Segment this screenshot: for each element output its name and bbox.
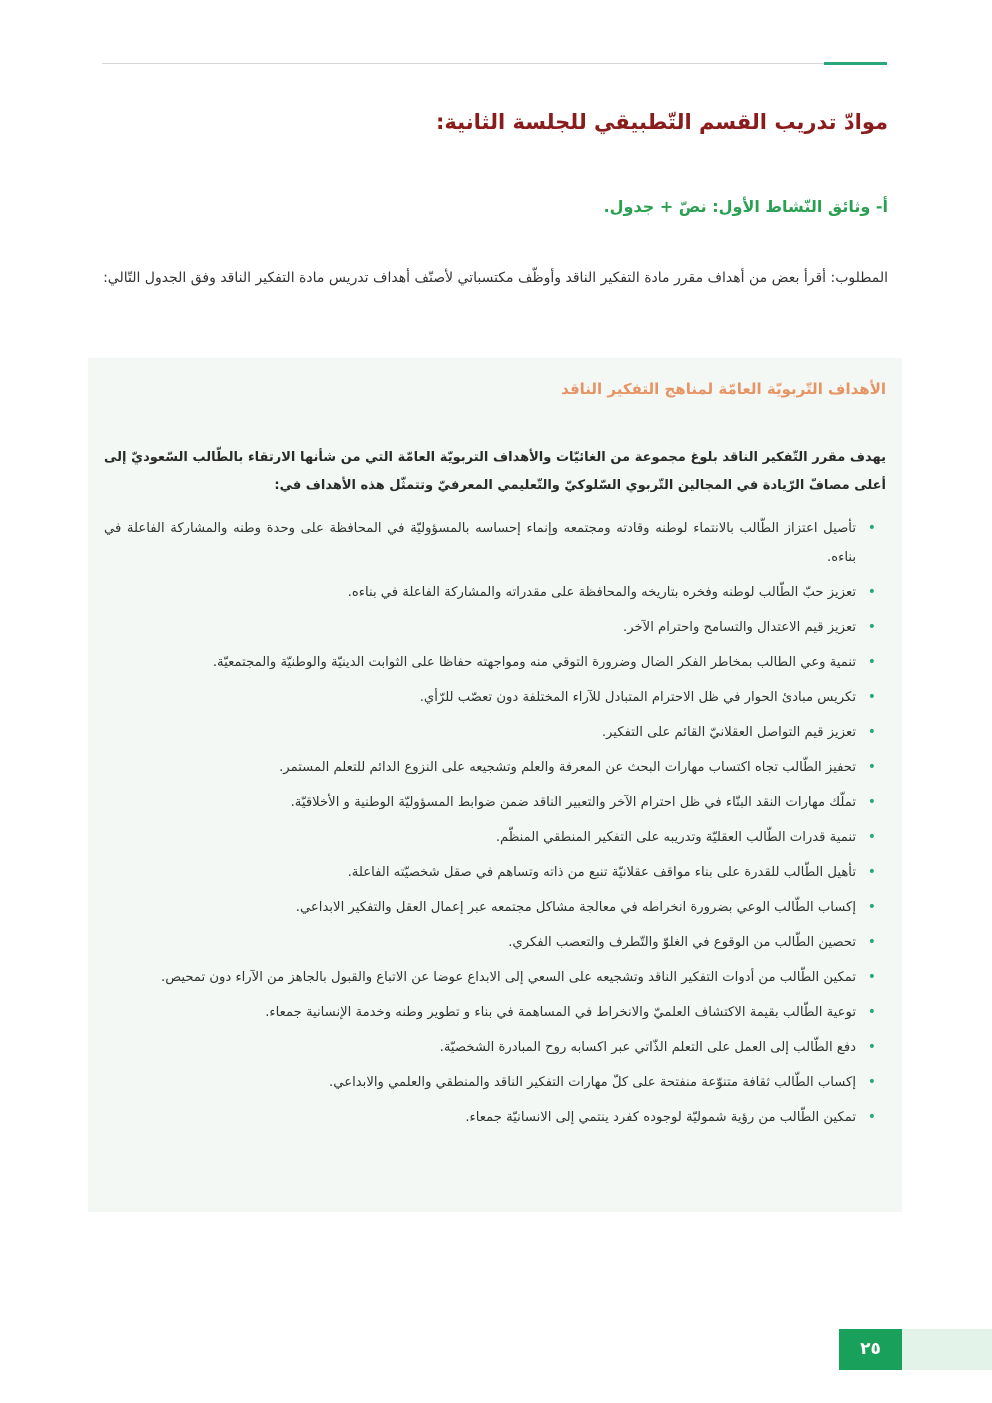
bullet-icon: • — [867, 934, 876, 950]
bullet-icon: • — [867, 520, 876, 536]
goal-text: تنمية قدرات الطّالب العقليّة وتدريبه على التفكير المنطقي المنظّم. — [495, 830, 856, 845]
goal-item — [104, 858, 886, 887]
goal-item — [104, 683, 886, 712]
top-divider-accent — [824, 62, 887, 65]
goal-text: توعية الطّالب بقيمة الاكتشاف العلميّ والانخراط في المساهمة في بناء و تطوير وطنه وخدمة الإنسانية جمعاء. — [265, 1005, 856, 1020]
bullet-icon: • — [867, 724, 876, 740]
bullet-icon: • — [867, 619, 876, 635]
bullet-icon: • — [867, 864, 876, 880]
bullet-icon: • — [867, 654, 876, 670]
document-box — [88, 358, 902, 1212]
goal-item — [104, 753, 886, 782]
top-divider — [102, 63, 887, 64]
goal-text: تمكين الطّالب من أدوات التفكير الناقد وتشجيعه على السعي إلى الابداع عوضا عن الاتباع والقبول بالجاهز من الآراء دون تمحيص. — [161, 970, 856, 985]
goal-text: تنمية وعي الطالب بمخاطر الفكر الضال وضرورة التوقي منه ومواجهته حفاظا على الثوابت الدينيّة والوطنيّة والمجتمعيّة. — [212, 655, 856, 670]
goal-text: إكساب الطّالب الوعي بضرورة انخراطه في معالجة مشاكل مجتمعه عبر إعمال العقل والتفكير الابداعي. — [295, 900, 856, 915]
goal-item — [104, 718, 886, 747]
document-heading: الأهداف التّربويّة العامّة لمناهج التفكير الناقد — [561, 380, 886, 398]
document-intro: يهدف مقرر التّفكير الناقد بلوغ مجموعة من الغائيّات والأهداف التربويّة العامّة التي من شأنها الارتقاء بالطّالب السّعوديّ إلى أعلى مصافّ الرّيادة في المجالين التّربوي السّلوكيّ والتّعليمي المعرفيّ وتتمثّل هذه الأهداف في: — [104, 450, 886, 493]
page-number: ٢٥ — [839, 1329, 902, 1370]
goal-text: إكساب الطّالب ثقافة متنوّعة منفتحة على كلّ مهارات التفكير الناقد والمنطقي والعلمي والابداعي. — [329, 1075, 856, 1090]
bullet-icon: • — [867, 829, 876, 845]
bullet-icon: • — [867, 1039, 876, 1055]
goal-text: تعزيز قيم الاعتدال والتسامح واحترام الآخر. — [623, 620, 856, 635]
bullet-icon: • — [867, 1109, 876, 1125]
goal-item — [104, 788, 886, 817]
bullet-icon: • — [867, 969, 876, 985]
goal-item — [104, 1068, 886, 1097]
goal-item — [104, 998, 886, 1027]
goal-text: تأهيل الطّالب للقدرة على بناء مواقف عقلانيّة تنبع من ذاته وتساهم في صقل شخصيّته الفاعلة. — [347, 865, 856, 880]
goal-item — [104, 928, 886, 957]
instruction-text: المطلوب: أقرأ بعض من أهداف مقرر مادة التفكير الناقد وأوظّف مكتسباتي لأصنّف أهداف تدريس مادة التفكير الناقد وفق الجدول التّالي: — [103, 270, 888, 286]
goal-text: تأصيل اعتزاز الطّالب بالانتماء لوطنه وقادته ومجتمعه وإنماء إحساسه بالمسؤوليّة في المحافظة على وحدة وطنه والمشاركة الفاعلة في بناءه. — [104, 521, 856, 565]
goal-item — [104, 893, 886, 922]
goal-text: دفع الطّالب إلى العمل على التعلم الذّاتي عبر اكسابه روح المبادرة الشخصيّة. — [439, 1040, 856, 1055]
goal-text: تحفيز الطّالب تجاه اكتساب مهارات البحث عن المعرفة والعلم وتشجيعه على النزوع الدائم للتعلم المستمر. — [279, 760, 856, 775]
goal-item — [104, 648, 886, 677]
bullet-icon: • — [867, 899, 876, 915]
activity-title: أ- وثائق النّشاط الأول: نصّ + جدول. — [603, 197, 888, 216]
goal-text: تمكين الطّالب من رؤية شموليّة لوجوده كفرد ينتمي إلى الانسانيّة جمعاء. — [465, 1110, 856, 1125]
bullet-icon: • — [867, 759, 876, 775]
goal-item — [104, 823, 886, 852]
bullet-icon: • — [867, 1004, 876, 1020]
goal-text: تكريس مبادئ الحوار في ظل الاحترام المتبادل للآراء المختلفة دون تعصّب للرّأي. — [419, 690, 856, 705]
goal-text: تملّك مهارات النقد البنّاء في ظل احترام الآخر والتعبير الناقد ضمن ضوابط المسؤوليّة الوطنية و الأخلاقيّة. — [290, 795, 856, 810]
goal-item — [104, 514, 886, 572]
bullet-icon: • — [867, 1074, 876, 1090]
goals-list — [104, 514, 886, 1132]
goal-text: تعزيز قيم التواصل العقلانيّ القائم على التفكير. — [601, 725, 856, 740]
bullet-icon: • — [867, 794, 876, 810]
goal-item — [104, 1103, 886, 1132]
goal-item — [104, 578, 886, 607]
bullet-icon: • — [867, 584, 876, 600]
goal-text: تعزيز حبّ الطّالب لوطنه وفخره بتاريخه والمحافظة على مقدراته والمشاركة الفاعلة في بناءه. — [347, 585, 856, 600]
goal-item — [104, 963, 886, 992]
bullet-icon: • — [867, 689, 876, 705]
goal-text: تحصين الطّالب من الوقوع في الغلوّ والتّطرف والتعصب الفكري. — [508, 935, 856, 950]
goal-item — [104, 613, 886, 642]
goal-item — [104, 1033, 886, 1062]
page-title: موادّ تدريب القسم التّطبيقي للجلسة الثانية: — [436, 110, 888, 134]
